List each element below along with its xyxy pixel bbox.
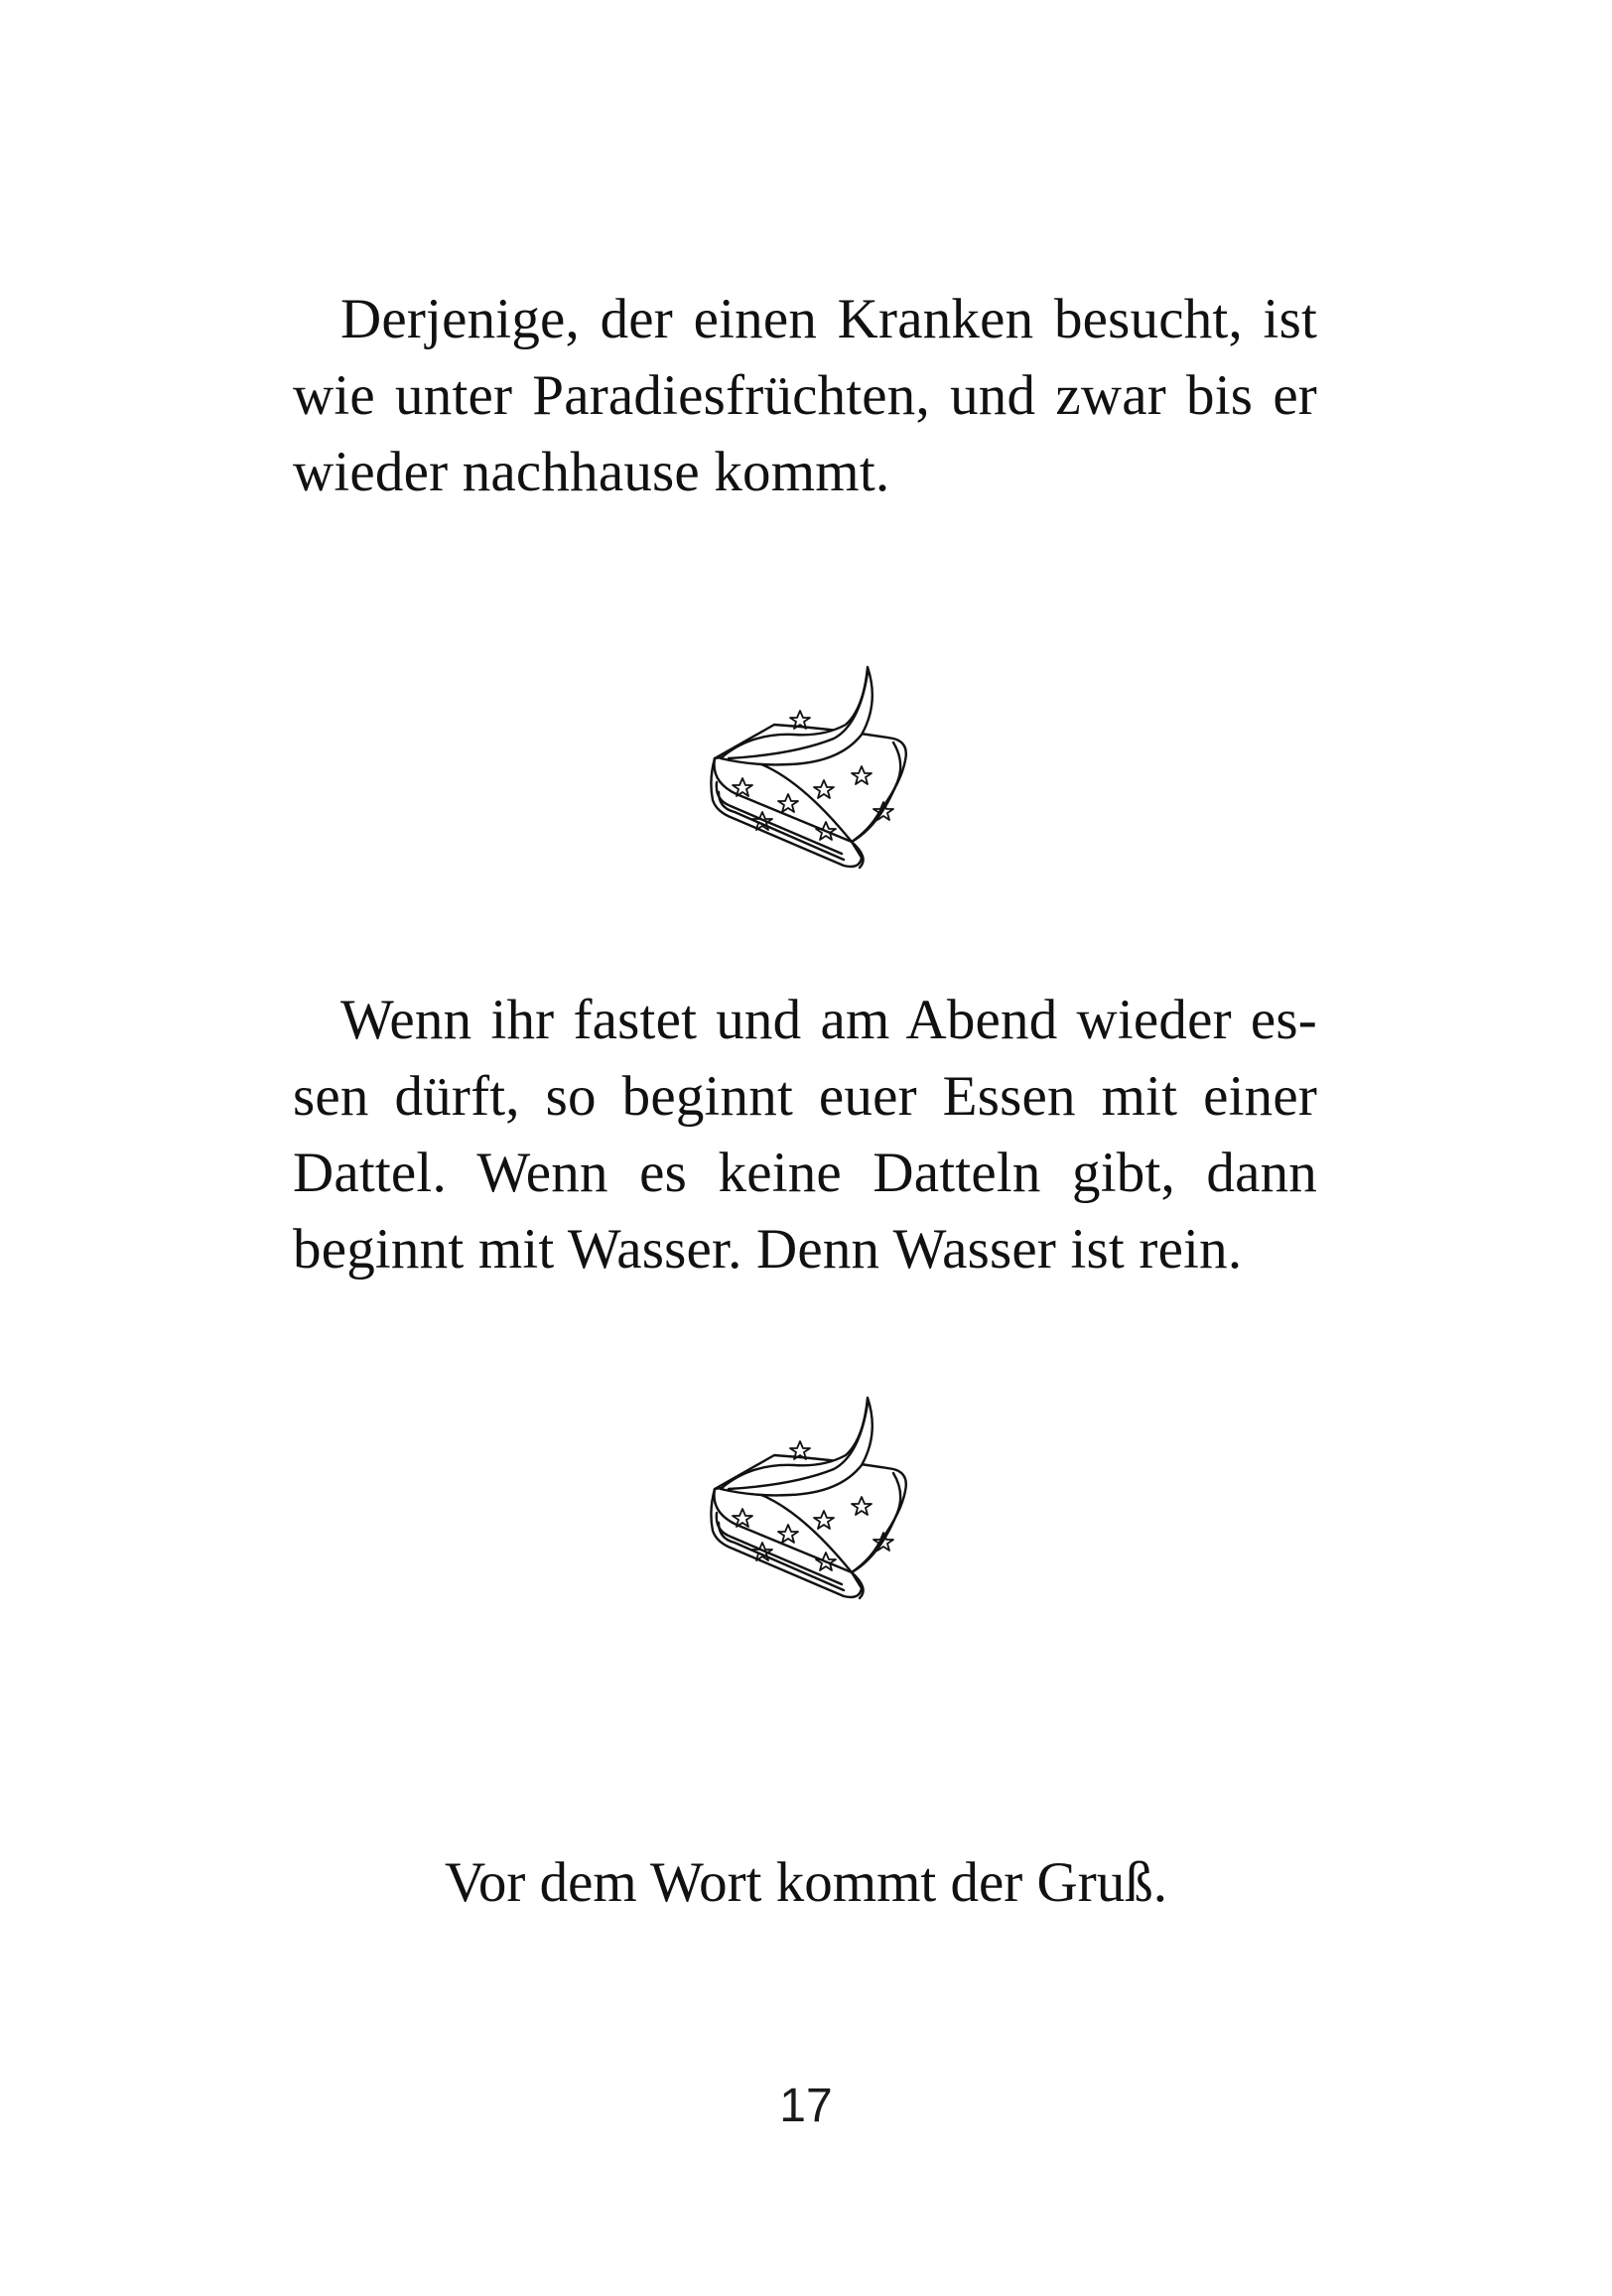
text-line: sen dürft, so beginnt euer Essen mit einer xyxy=(293,1065,1317,1128)
crescent-moon-book-icon xyxy=(685,1394,927,1618)
crescent-moon-book-icon xyxy=(685,663,927,887)
paragraph-fasting xyxy=(293,982,1317,1287)
text-line: wie unter Paradiesfrüchten, und zwar bis er xyxy=(293,364,1317,427)
text-line: Wenn ihr fastet und am Abend wieder es- xyxy=(340,989,1317,1051)
text-line: Dattel. Wenn es keine Datteln gibt, dann xyxy=(293,1142,1317,1204)
paragraph-sick-visit xyxy=(293,281,1317,510)
page-number: 17 xyxy=(779,2080,833,2132)
text-line: beginnt mit Wasser. Denn Wasser ist rein. xyxy=(293,1218,1243,1281)
text-line: Derjenige, der einen Kranken besucht, ist xyxy=(340,288,1317,350)
saying-greeting: Vor dem Wort kommt der Gruß. xyxy=(445,1851,1167,1914)
text-line: wieder nachhause kommt. xyxy=(293,441,890,503)
